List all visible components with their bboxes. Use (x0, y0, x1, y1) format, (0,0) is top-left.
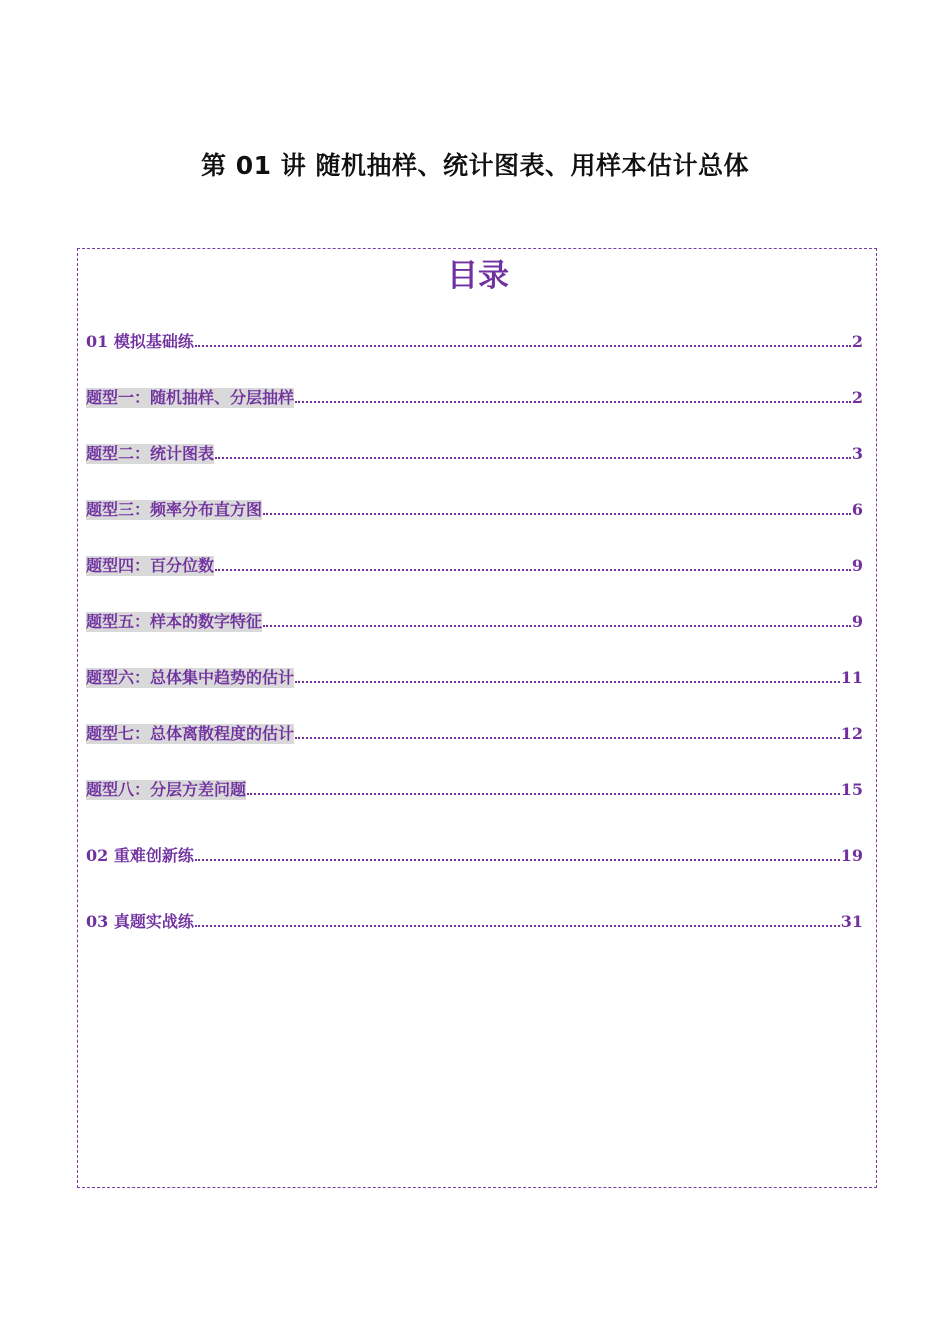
toc-entry-type-2[interactable] (86, 442, 863, 464)
toc-entry-page: 11 (840, 668, 863, 687)
toc-entry-type-5[interactable] (86, 610, 863, 632)
toc-entry-label: 题型二：统计图表 (86, 444, 215, 463)
toc-entry-label: 题型一：随机抽样、分层抽样 (86, 388, 295, 407)
toc-entry-label: 01 模拟基础练 (86, 332, 194, 351)
toc-entry-label: 题型五：样本的数字特征 (86, 612, 263, 631)
toc-entry-type-8[interactable] (86, 778, 863, 800)
toc-entry-real-exams[interactable] (86, 910, 863, 932)
toc-entry-label: 题型六：总体集中趋势的估计 (86, 668, 295, 687)
toc-dot-leader (263, 625, 851, 627)
toc-entry-label: 03 真题实战练 (86, 912, 194, 931)
toc-heading: 目录 (447, 258, 509, 294)
toc-entry-type-4[interactable] (86, 554, 863, 576)
toc-entry-hard-innovation[interactable] (86, 844, 863, 866)
toc-dot-leader (215, 569, 851, 571)
toc-dot-leader (215, 457, 851, 459)
toc-entry-page: 31 (840, 912, 863, 931)
toc-entry-page: 2 (851, 388, 863, 407)
toc-entry-page: 19 (840, 846, 863, 865)
toc-entry-label: 02 重难创新练 (86, 846, 194, 865)
toc-entry-page: 2 (851, 332, 863, 351)
toc-entry-mock-basics[interactable] (86, 330, 863, 352)
toc-entry-label: 题型四：百分位数 (86, 556, 215, 575)
toc-dot-leader (263, 513, 851, 515)
toc-entry-page: 12 (840, 724, 863, 743)
toc-entry-page: 6 (851, 500, 863, 519)
toc-entry-page: 3 (851, 444, 863, 463)
toc-dot-leader (247, 793, 840, 795)
toc-entry-label: 题型三：频率分布直方图 (86, 500, 263, 519)
toc-entry-type-3[interactable] (86, 498, 863, 520)
toc-entry-page: 15 (840, 780, 863, 799)
toc-dot-leader (295, 737, 840, 739)
toc-dot-leader (295, 681, 840, 683)
toc-dot-leader (195, 925, 840, 927)
toc-entry-type-6[interactable] (86, 666, 863, 688)
toc-dot-leader (195, 859, 840, 861)
toc-entry-type-1[interactable] (86, 386, 863, 408)
toc-dot-leader (195, 345, 851, 347)
toc-entry-page: 9 (851, 556, 863, 575)
toc-entry-type-7[interactable] (86, 722, 863, 744)
toc-entry-label: 题型八：分层方差问题 (86, 780, 247, 799)
toc-entry-label: 题型七：总体离散程度的估计 (86, 724, 295, 743)
document-title: 第 01 讲 随机抽样、统计图表、用样本估计总体 (201, 151, 749, 180)
toc-dot-leader (295, 401, 851, 403)
toc-entry-page: 9 (851, 612, 863, 631)
